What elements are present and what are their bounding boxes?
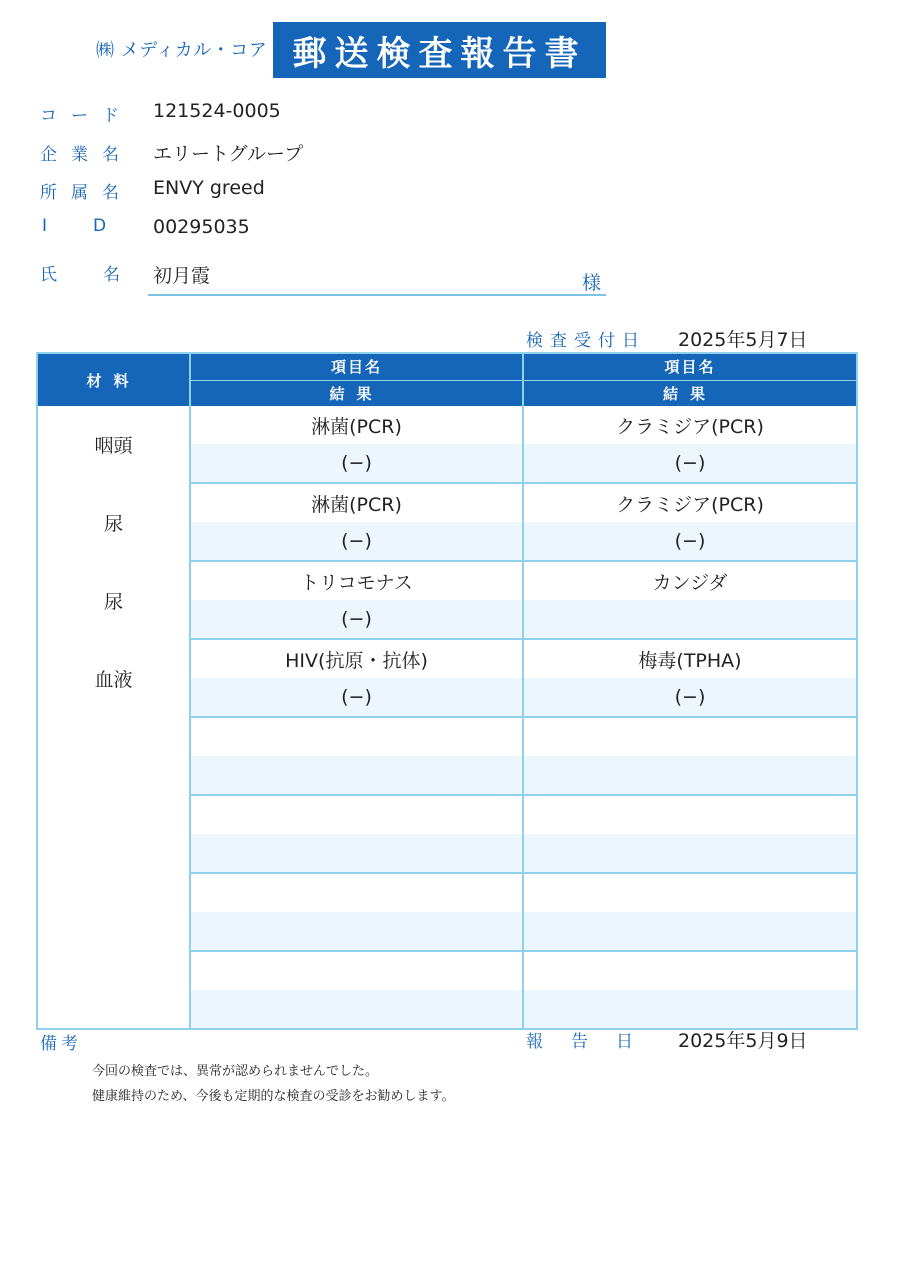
company-name: ㈱ メディカル・コア bbox=[96, 40, 268, 61]
table-row bbox=[37, 795, 857, 834]
material-cell: 尿 bbox=[37, 483, 190, 561]
result-header-1: 結果 bbox=[190, 380, 523, 406]
table-row bbox=[37, 873, 857, 912]
material-cell bbox=[37, 951, 190, 1029]
table-row bbox=[37, 639, 857, 678]
company-value: エリートグループ bbox=[153, 143, 304, 165]
result-cell bbox=[190, 834, 523, 873]
result-cell bbox=[190, 990, 523, 1029]
result-cell: (−) bbox=[190, 444, 523, 483]
material-header: 材料 bbox=[37, 353, 190, 406]
result-cell bbox=[523, 912, 857, 951]
remark-line: 今回の検査では、異常が認められませんでした。 bbox=[92, 1064, 379, 1079]
result-cell: (−) bbox=[190, 678, 523, 717]
item-cell: クラミジア(PCR) bbox=[523, 406, 857, 444]
name-underline bbox=[148, 294, 606, 296]
table-row bbox=[37, 951, 857, 990]
item-cell: 淋菌(PCR) bbox=[190, 483, 523, 522]
item-cell bbox=[523, 717, 857, 756]
report-date-label: 報告日 bbox=[526, 1032, 661, 1052]
material-cell bbox=[37, 795, 190, 873]
item-cell: トリコモナス bbox=[190, 561, 523, 600]
result-cell bbox=[190, 756, 523, 795]
material-cell bbox=[37, 873, 190, 951]
code-value: 121524-0005 bbox=[153, 100, 281, 122]
result-header-2: 結果 bbox=[523, 380, 857, 406]
table-row bbox=[37, 717, 857, 756]
remark-line: 健康維持のため、今後も定期的な検査の受診をお勧めします。 bbox=[92, 1089, 455, 1104]
document-title: 郵送検査報告書 bbox=[273, 22, 606, 78]
item-cell: カンジダ bbox=[523, 561, 857, 600]
affiliation-value: ENVY greed bbox=[153, 177, 265, 199]
received-date-value: 2025年5月7日 bbox=[678, 329, 808, 351]
honorific: 様 bbox=[582, 272, 602, 294]
result-cell bbox=[523, 834, 857, 873]
item-cell bbox=[190, 873, 523, 912]
company-label: 企業名 bbox=[40, 145, 133, 165]
material-cell: 尿 bbox=[37, 561, 190, 639]
report-date-value: 2025年5月9日 bbox=[678, 1030, 808, 1052]
remarks-label: 備考 bbox=[40, 1034, 82, 1054]
item-cell bbox=[190, 795, 523, 834]
item-cell bbox=[523, 795, 857, 834]
name-label: 氏名 bbox=[40, 265, 166, 285]
result-cell: (−) bbox=[190, 600, 523, 639]
result-cell: (−) bbox=[523, 444, 857, 483]
item-cell: クラミジア(PCR) bbox=[523, 483, 857, 522]
table-row bbox=[37, 483, 857, 522]
id-value: 00295035 bbox=[153, 216, 250, 238]
item-cell bbox=[190, 951, 523, 990]
result-cell bbox=[523, 990, 857, 1029]
result-cell: (−) bbox=[190, 522, 523, 561]
material-cell bbox=[37, 717, 190, 795]
id-label: ID bbox=[42, 216, 153, 236]
item-cell: HIV(抗原・抗体) bbox=[190, 639, 523, 678]
item-cell: 淋菌(PCR) bbox=[190, 406, 523, 444]
table-row bbox=[37, 406, 857, 444]
item-cell bbox=[523, 873, 857, 912]
material-cell: 咽頭 bbox=[37, 406, 190, 483]
result-cell bbox=[523, 600, 857, 639]
item-header-1: 項目名 bbox=[190, 353, 523, 380]
affiliation-label: 所属名 bbox=[40, 183, 133, 203]
table-row bbox=[37, 561, 857, 600]
result-cell: (−) bbox=[523, 678, 857, 717]
item-cell: 梅毒(TPHA) bbox=[523, 639, 857, 678]
received-date-label: 検査受付日 bbox=[526, 331, 646, 351]
material-cell: 血液 bbox=[37, 639, 190, 717]
item-cell bbox=[523, 951, 857, 990]
item-cell bbox=[190, 717, 523, 756]
code-label: コード bbox=[40, 106, 133, 126]
item-header-2: 項目名 bbox=[523, 353, 857, 380]
results-table bbox=[36, 352, 858, 1030]
result-cell: (−) bbox=[523, 522, 857, 561]
result-cell bbox=[190, 912, 523, 951]
result-cell bbox=[523, 756, 857, 795]
name-value: 初月霞 bbox=[153, 265, 211, 287]
